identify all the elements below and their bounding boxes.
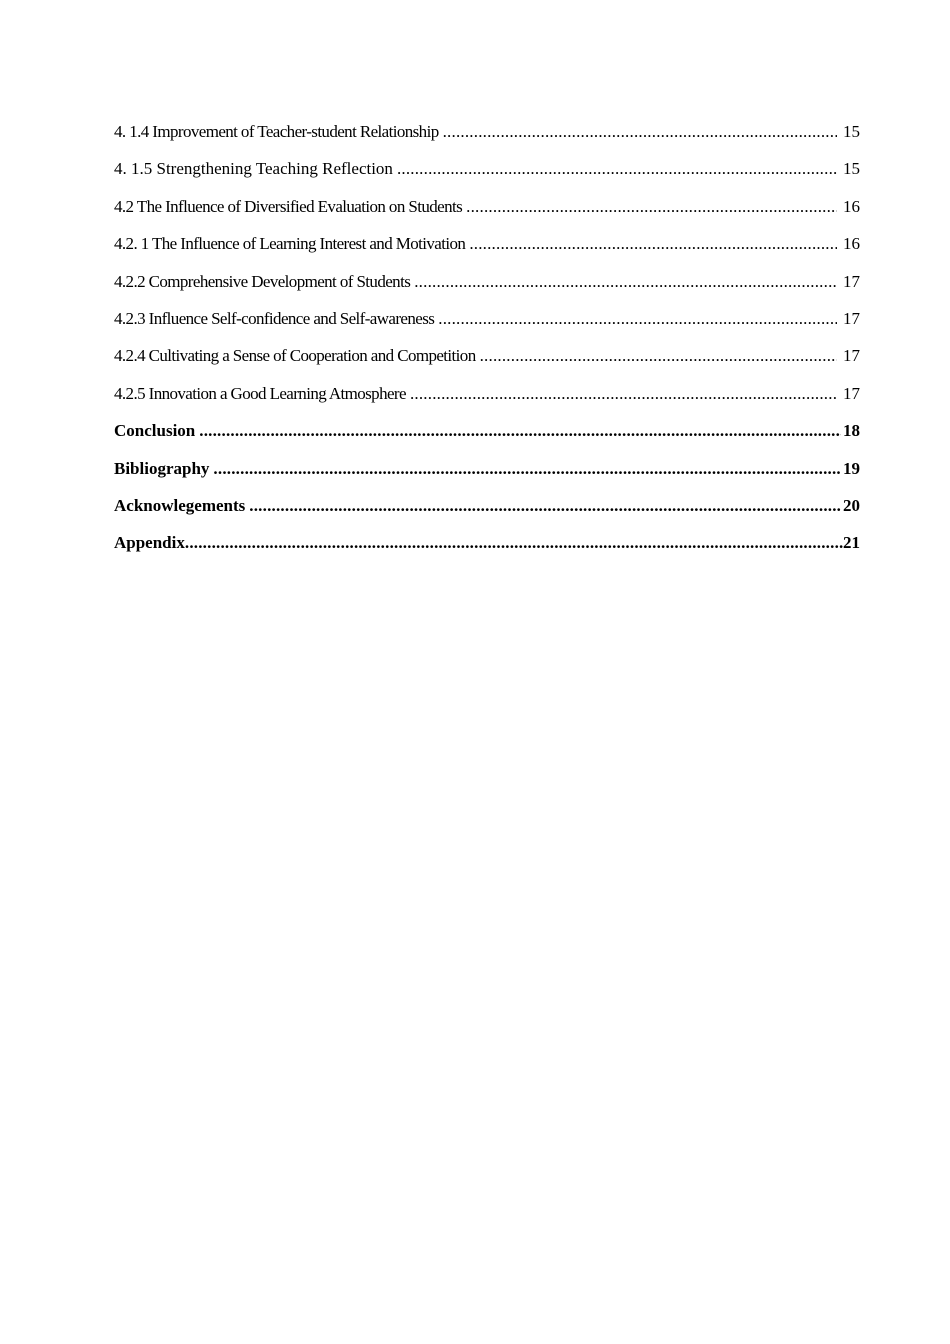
toc-entry[interactable] [114, 306, 860, 343]
toc-entry-label: Acknowlegements [114, 495, 246, 515]
toc-entry-label: 4.2.3 Influence Self-confidence and Self-awareness [114, 308, 435, 328]
toc-entry-label: 4.2.5 Innovation a Good Learning Atmosphere [114, 383, 406, 403]
toc-dot-leader [185, 530, 843, 556]
toc-entry-label: 4.2 The Influence of Diversified Evaluation on Students [114, 196, 463, 216]
toc-dot-leader [213, 456, 841, 482]
toc-entry[interactable] [114, 343, 860, 380]
toc-entry[interactable] [114, 381, 860, 418]
toc-entry[interactable] [114, 119, 860, 156]
toc-page-number: 15 [843, 122, 860, 141]
toc-entry-acknowledgements[interactable] [114, 493, 860, 530]
toc-dot-leader [249, 493, 841, 519]
toc-page-number: 17 [843, 308, 860, 328]
toc-entry-conclusion[interactable] [114, 418, 860, 455]
toc-entry-label: Conclusion [114, 421, 196, 441]
toc-page-number: 21 [843, 533, 860, 553]
toc-dot-leader [397, 156, 837, 182]
toc-entry-label: 4. 1.4 Improvement of Teacher-student Relationship [114, 122, 439, 141]
toc-page-number: 17 [843, 383, 860, 403]
toc-dot-leader [443, 119, 837, 145]
toc-dot-leader [466, 194, 837, 220]
toc-dot-leader [438, 306, 837, 332]
toc-entry[interactable] [114, 194, 860, 231]
toc-dot-leader [199, 418, 841, 444]
toc-dot-leader [469, 231, 837, 257]
toc-dot-leader [410, 381, 837, 407]
table-of-contents [114, 119, 860, 568]
toc-entry-label: Appendix [114, 533, 185, 553]
toc-entry[interactable] [114, 269, 860, 306]
toc-page-number: 18 [843, 421, 860, 441]
toc-entry-label: 4.2.4 Cultivating a Sense of Cooperation and Competition [114, 346, 476, 366]
toc-entry[interactable] [114, 156, 860, 193]
toc-entry-appendix[interactable] [114, 530, 860, 567]
toc-entry-bibliography[interactable] [114, 456, 860, 493]
toc-entry-label: 4. 1.5 Strengthening Teaching Reflection [114, 159, 393, 179]
toc-page-number: 15 [843, 159, 860, 179]
toc-page-number: 19 [843, 458, 860, 478]
toc-dot-leader [480, 343, 837, 369]
toc-entry-label: 4.2.2 Comprehensive Development of Students [114, 271, 411, 291]
toc-page-number: 16 [843, 234, 860, 254]
toc-page-number: 16 [843, 196, 860, 216]
toc-entry-label: 4.2. 1 The Influence of Learning Interest and Motivation [114, 234, 466, 254]
toc-page-number: 17 [843, 271, 860, 291]
toc-entry[interactable] [114, 231, 860, 268]
toc-entry-label: Bibliography [114, 458, 210, 478]
toc-page-number: 20 [843, 495, 860, 515]
toc-page-number: 17 [843, 346, 860, 366]
toc-dot-leader [414, 269, 837, 295]
